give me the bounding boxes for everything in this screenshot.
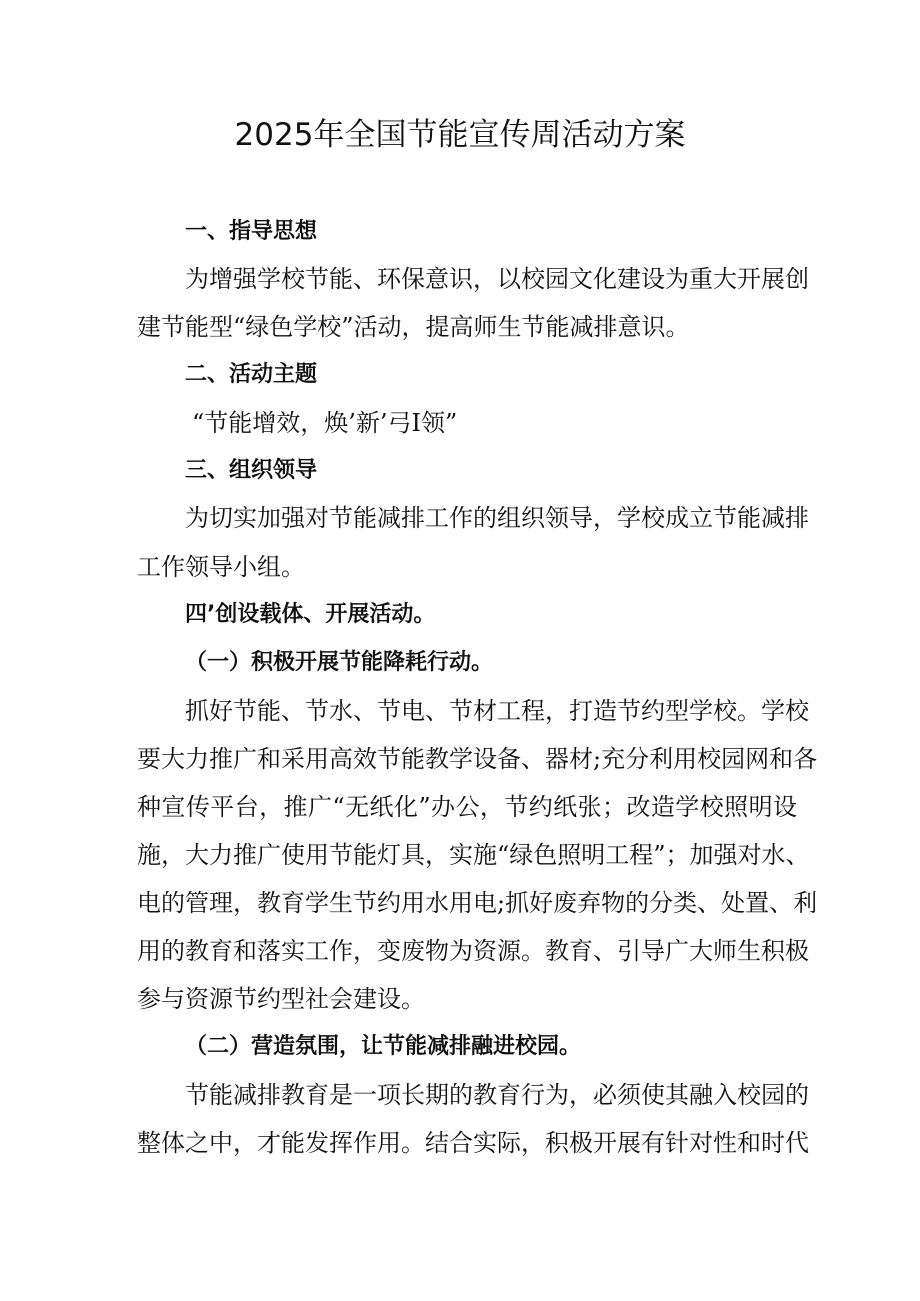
paragraph-line: 参与资源节约型社会建设。: [137, 985, 425, 1013]
paragraph-line: 建节能型“绿色学校”活动，提高师生节能减排意识。: [137, 313, 690, 341]
paragraph-line: 工作领导小组。: [137, 553, 305, 581]
paragraph-line: 种宣传平台，推广“无纸化”办公，节约纸张；改造学校照明设: [137, 793, 797, 821]
paragraph-line: 要大力推广和采用高效节能教学设备、器材;充分利用校园网和各: [137, 745, 818, 773]
paragraph-line: 整体之中，才能发挥作用。结合实际，积极开展有针对性和时代: [137, 1129, 809, 1157]
paragraph-line: 电的管理，教育学生节约用水用电;抓好废弃物的分类、处置、利: [137, 889, 818, 917]
section-heading-leadership: 三、组织领导: [185, 458, 318, 483]
subsection-heading-2: （二）营造氛围，让节能减排融进校园。: [185, 1034, 582, 1059]
subsection-heading-1: （一）积极开展节能降耗行动。: [185, 650, 494, 675]
paragraph-line: 节能减排教育是一项长期的教育行为，必须使其融入校园的: [185, 1081, 809, 1109]
paragraph-line: 为切实加强对节能减排工作的组织领导，学校成立节能减排: [185, 504, 809, 532]
paragraph-line: 抓好节能、节水、节电、节材工程，打造节约型学校。学校: [185, 697, 809, 725]
section-heading-activities: 四’创设载体、开展活动。: [185, 602, 436, 627]
paragraph-line: 为增强学校节能、环保意识，以校园文化建设为重大开展创: [185, 265, 809, 293]
section-heading-theme: 二、活动主题: [185, 362, 318, 387]
paragraph-line: 施，大力推广使用节能灯具，实施“绿色照明工程”；加强对水、: [137, 841, 810, 869]
theme-slogan: “节能增效，焕’新’弓I领”: [192, 409, 458, 437]
document-title: 2025年全国节能宣传周活动方案: [234, 117, 686, 153]
paragraph-line: 用的教育和落实工作，变废物为资源。教育、引导广大师生积极: [137, 937, 809, 965]
section-heading-guiding-ideology: 一、指导思想: [185, 219, 318, 244]
